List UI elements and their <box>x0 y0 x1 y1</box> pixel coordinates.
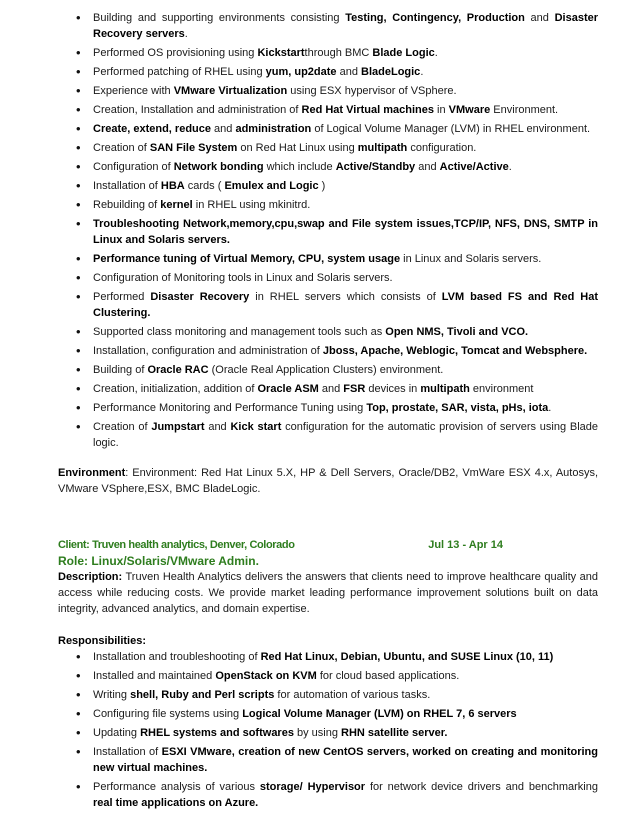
text: using ESX hypervisor of VSphere. <box>287 85 457 97</box>
text: which include <box>263 161 336 173</box>
text: Configuration of Monitoring tools in Linux and Solaris servers. <box>93 272 393 284</box>
text: and <box>336 66 362 78</box>
text: of Logical Volume Manager (LVM) in RHEL environment. <box>311 123 591 135</box>
text: for network device drivers and benchmarking <box>365 781 598 793</box>
responsibilities-bullet-list <box>58 649 598 811</box>
bullet-item <box>58 102 598 118</box>
text: Configuring file systems using <box>93 708 243 720</box>
text: Installation and troubleshooting of <box>93 651 261 663</box>
text: by using <box>293 727 342 739</box>
text: . <box>508 161 512 173</box>
text: and <box>415 161 440 173</box>
bold-text: storage/ Hypervisor <box>259 781 366 793</box>
bullet-item <box>58 324 598 340</box>
bullet-item <box>58 83 598 99</box>
bold-text: Logical Volume Manager (LVM) on RHEL 7, 6 servers <box>242 708 517 720</box>
bold-text: Testing, Contingency, Production <box>345 12 525 24</box>
bold-text: multipath <box>357 142 408 154</box>
text: and <box>204 421 231 433</box>
bold-text: Performance tuning of Virtual Memory, CPU, system usage <box>93 253 401 265</box>
text: Experience with <box>93 85 174 97</box>
bullet-item <box>58 64 598 80</box>
bold-text: VMware <box>448 104 491 116</box>
text: Creation, Installation and administration of <box>93 104 302 116</box>
bullet-item <box>58 400 598 416</box>
text: Building and supporting environments consisting <box>93 12 346 24</box>
bullet-item <box>58 251 598 267</box>
text: (Oracle Real Application Clusters) environment. <box>208 364 444 376</box>
bold-text: Jboss, Apache, Weblogic, Tomcat and Websphere. <box>322 345 588 357</box>
text: on Red Hat Linux using <box>237 142 358 154</box>
bold-text: real time applications on Azure. <box>93 797 259 809</box>
bold-text: Create, extend, reduce <box>93 123 211 135</box>
bullet-item <box>58 706 598 722</box>
bold-text: OpenStack on KVM <box>215 670 317 682</box>
bold-text: Top, prostate, SAR, vista, pHs, iota <box>366 402 549 414</box>
text: Creation of <box>93 142 150 154</box>
text: ) <box>318 180 326 192</box>
environment-text: : Environment: Red Hat Linux 5.X, HP & Dell Servers, Oracle/DB2, VmWare ESX 4.x, Autosys, VMware VSphere,ESX, BMC BladeLogic. <box>58 467 598 495</box>
bullet-item <box>58 10 598 42</box>
bold-text: kernel <box>160 199 193 211</box>
bullet-item <box>58 381 598 397</box>
bullet-item <box>58 121 598 137</box>
text: Rebuilding of <box>93 199 161 211</box>
text: through BMC <box>304 47 373 59</box>
text: Performance Monitoring and Performance Tuning using <box>93 402 367 414</box>
text: devices in <box>365 383 421 395</box>
bold-text: Troubleshooting Network,memory,cpu,swap and File system issues,TCP/IP, NFS, DNS, SMTP in Linux and Solaris servers. <box>93 218 598 246</box>
text: Performance analysis of various <box>93 781 260 793</box>
bold-text: RHN satellite server. <box>341 727 448 739</box>
text: Creation, initialization, addition of <box>93 383 258 395</box>
bold-text: Red Hat Linux, Debian, Ubuntu, and SUSE Linux (10, 11) <box>260 651 554 663</box>
text: in <box>433 104 449 116</box>
text: and <box>318 383 344 395</box>
bold-text: VMware Virtualization <box>173 85 288 97</box>
bold-text: Active/Standby <box>335 161 416 173</box>
text: environment <box>469 383 534 395</box>
text: Writing <box>93 689 131 701</box>
environment-paragraph <box>58 465 598 497</box>
bold-text: RHEL systems and softwares <box>140 727 294 739</box>
description-text: Truven Health Analytics delivers the answers that clients need to improve healthcare quality and access while reducing costs. We provide market leading performance improvement solutions built on data integrity, advanced analytics, and domain expertise. <box>58 571 598 615</box>
text: Building of <box>93 364 148 376</box>
text: Performed <box>93 291 151 303</box>
bold-text: Network bonding <box>173 161 264 173</box>
bullet-item <box>58 419 598 451</box>
bullet-item <box>58 197 598 213</box>
text: . <box>184 28 188 40</box>
bold-text: Jumpstart <box>151 421 205 433</box>
bullet-item <box>58 343 598 359</box>
bullet-item <box>58 779 598 811</box>
bold-text: Red Hat Virtual machines <box>301 104 434 116</box>
text: Installed and maintained <box>93 670 216 682</box>
bullet-item <box>58 178 598 194</box>
bold-text: Kickstart <box>257 47 305 59</box>
text: in Linux and Solaris servers. <box>400 253 542 265</box>
text: . <box>434 47 438 59</box>
bold-text: ESXI VMware, creation of new CentOS servers, worked on creating and monitoring new virtual machines. <box>93 746 598 774</box>
bold-text: Oracle ASM <box>257 383 319 395</box>
bold-text: Active/Active <box>439 161 509 173</box>
bold-text: SAN File System <box>149 142 238 154</box>
bullet-item <box>58 45 598 61</box>
text: Supported class monitoring and management tools such as <box>93 326 386 338</box>
bold-text: yum, up2date <box>265 66 337 78</box>
bullet-item <box>58 362 598 378</box>
text: for automation of various tasks. <box>274 689 431 701</box>
bullet-item <box>58 159 598 175</box>
bullet-item <box>58 744 598 776</box>
text: configuration for the automatic provision of servers using Blade logic. <box>93 421 598 449</box>
text: and <box>211 123 236 135</box>
bold-text: FSR <box>343 383 366 395</box>
bold-text: BladeLogic <box>361 66 421 78</box>
bold-text: administration <box>235 123 312 135</box>
bold-text: Disaster Recovery <box>150 291 250 303</box>
environment-label: Environment <box>58 467 126 479</box>
bold-text: Open NMS, Tivoli and VCO. <box>385 326 529 338</box>
text: Configuration of <box>93 161 174 173</box>
job-description <box>58 569 598 617</box>
text: . <box>548 402 552 414</box>
text: and <box>524 12 555 24</box>
text: Installation of <box>93 180 161 192</box>
job-header <box>58 537 598 553</box>
bullet-item <box>58 289 598 321</box>
responsibilities-heading: Responsibilities: <box>58 635 147 647</box>
bold-text: HBA <box>160 180 185 192</box>
bold-text: Oracle RAC <box>147 364 209 376</box>
bold-text: Disaster Recovery servers <box>93 12 599 40</box>
text: Installation, configuration and administration of <box>93 345 323 357</box>
bullet-item <box>58 725 598 741</box>
bullet-item <box>58 270 598 286</box>
bullet-item <box>58 668 598 684</box>
text: for cloud based applications. <box>316 670 460 682</box>
bullet-item <box>58 687 598 703</box>
text: in RHEL using mkinitrd. <box>192 199 311 211</box>
job-role: Role: Linux/Solaris/VMware Admin. <box>58 554 259 568</box>
text: Updating <box>93 727 141 739</box>
text: Installation of <box>93 746 162 758</box>
job-dates: Jul 13 - Apr 14 <box>428 539 503 551</box>
description-label: Description: <box>58 571 123 583</box>
text: . <box>420 66 424 78</box>
bold-text: Blade Logic <box>372 47 435 59</box>
bold-text: shell, Ruby and Perl scripts <box>130 689 275 701</box>
bold-text: multipath <box>420 383 470 395</box>
text: Performed OS provisioning using <box>93 47 258 59</box>
bold-text: Emulex and Logic <box>224 180 319 192</box>
text: in RHEL servers which consists of <box>249 291 442 303</box>
text: configuration. <box>407 142 477 154</box>
text: Performed patching of RHEL using <box>93 66 266 78</box>
bold-text: Kick start <box>230 421 282 433</box>
bold-text: LVM based FS and Red Hat Clustering. <box>93 291 598 319</box>
client-name: Client: Truven health analytics, Denver, Colorado <box>58 539 295 551</box>
text: Creation of <box>93 421 152 433</box>
skills-bullet-list <box>58 10 598 451</box>
text: cards ( <box>184 180 225 192</box>
bullet-item <box>58 216 598 248</box>
bullet-item <box>58 649 598 665</box>
text: Environment. <box>490 104 559 116</box>
bullet-item <box>58 140 598 156</box>
